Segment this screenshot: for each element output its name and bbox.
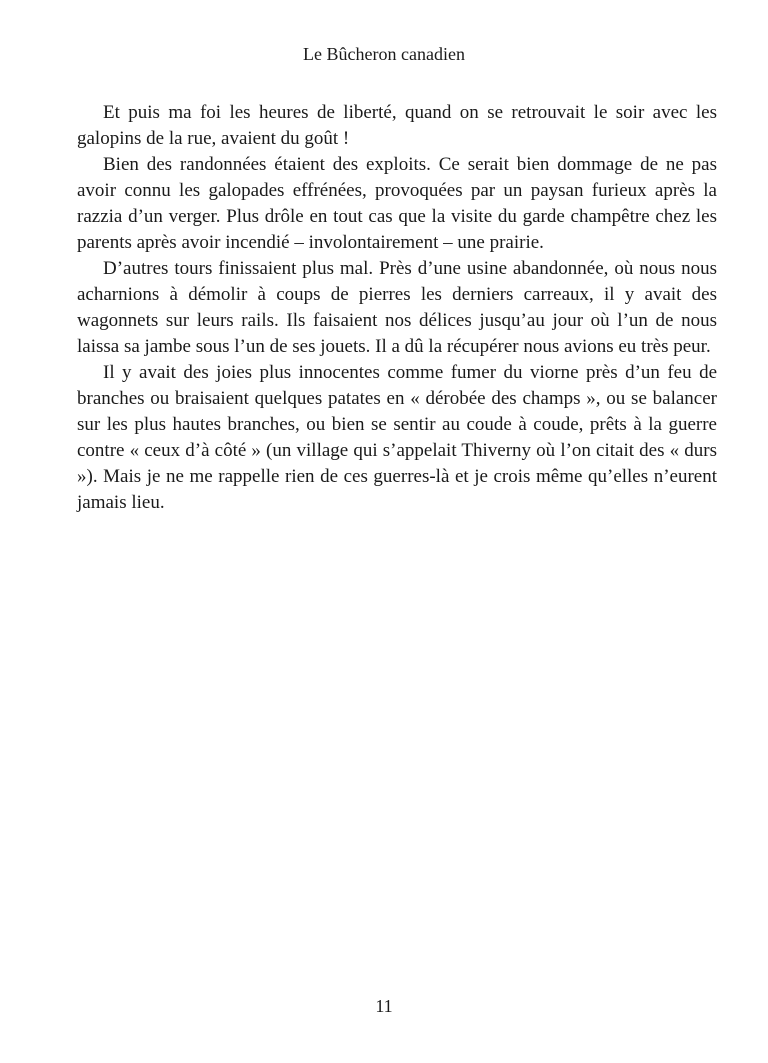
paragraph: Et puis ma foi les heures de liberté, quand on se retrouvait le soir avec les galopins de la rue, avaient du goût !	[77, 102, 717, 149]
paragraph: D’autres tours finissaient plus mal. Près d’une usine abandonnée, où nous nous acharnions à démolir à coups de pierres les derniers carreaux, il y avait des wagonnets sur leurs rails. Ils faisaient nos délices jusqu’au jour où l’un de nous laissa sa jambe sous l’un de ses jouets. Il a dû la récupérer nous avions eu très peur.	[77, 258, 717, 357]
page-number: 11	[375, 996, 393, 1016]
paragraph: Bien des randonnées étaient des exploits. Ce serait bien dommage de ne pas avoir connu les galopades effrénées, provoquées par un paysan furieux après la razzia d’un verger. Plus drôle en tout cas que la visite du garde champêtre chez les parents après avoir incendié – involontairement – une prairie.	[77, 154, 717, 253]
paragraph: Il y avait des joies plus innocentes comme fumer du viorne près d’un feu de branches ou braisaient quelques patates en « dérobée des champs », ou se balancer sur les plus hautes branches, ou bien se sentir au coude à coude, prêts à la guerre contre « ceux d’à côté » (un village qui s’appelait Thiverny où l’on citait des « durs »). Mais je ne me rappelle rien de ces guerres-là et je crois même qu’elles n’eurent jamais lieu.	[77, 362, 717, 513]
body-text	[77, 100, 717, 516]
running-header: Le Bûcheron canadien	[303, 44, 465, 64]
